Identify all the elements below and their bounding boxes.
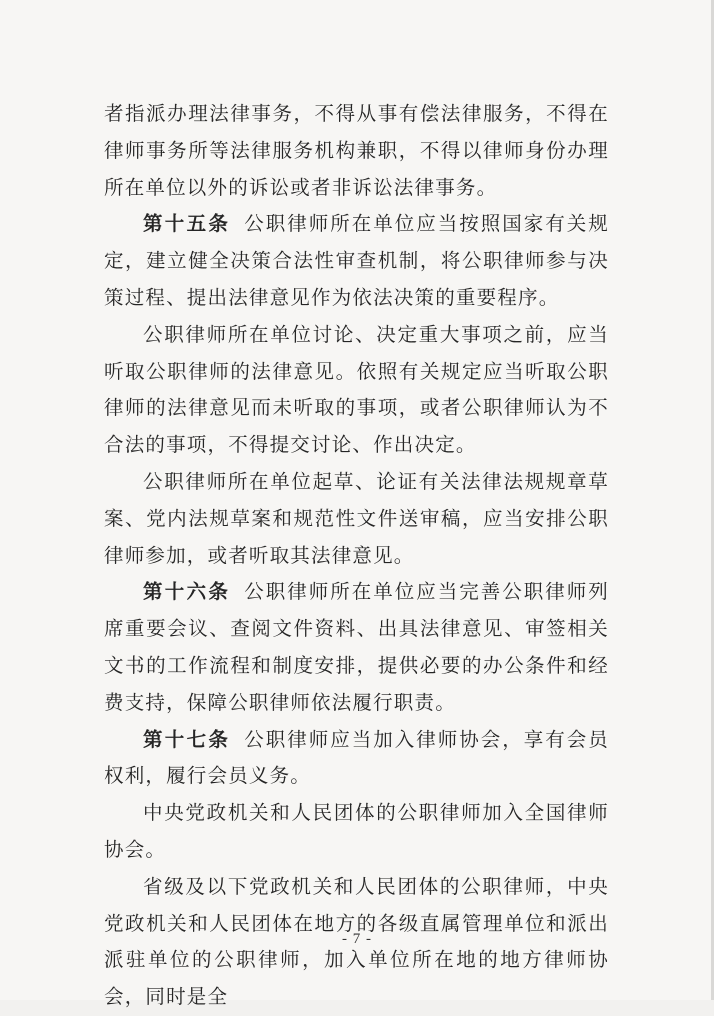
paragraph-article-17 bbox=[104, 722, 609, 796]
article-heading: 第十五条 bbox=[143, 212, 231, 236]
page-number: - 7 - bbox=[342, 931, 372, 947]
paragraph-text: 省级及以下党政机关和人民团体的公职律师，中央党政机关和人民团体在地方的各级直属管理单位和派出派驻单位的公职律师，加入单位所在地的地方律师协会，同时是全 bbox=[104, 874, 609, 1009]
paragraph-text: 公职律师所在单位讨论、决定重大事项之前，应当听取公职律师的法律意见。依照有关规定应当听取公职律师的法律意见而未听取的事项，或者公职律师认为不合法的事项，不得提交讨论、作出决定。 bbox=[104, 322, 609, 457]
paragraph-continued bbox=[104, 96, 609, 206]
document-body bbox=[104, 96, 609, 1016]
paragraph-article-16 bbox=[104, 574, 609, 721]
paragraph-text: 者指派办理法律事务，不得从事有偿法律服务，不得在律师事务所等法律服务机构兼职，不得以律师身份办理所在单位以外的诉讼或者非诉讼法律事务。 bbox=[104, 102, 609, 199]
article-heading: 第十六条 bbox=[143, 580, 231, 604]
article-heading: 第十七条 bbox=[143, 727, 231, 751]
paragraph bbox=[104, 795, 609, 869]
paragraph-text: 公职律师所在单位起草、论证有关法律法规规章草案、党内法规草案和规范性文件送审稿，应当安排公职律师参加，或者听取其法律意见。 bbox=[104, 469, 609, 567]
paragraph bbox=[104, 317, 609, 464]
paragraph-text: 公职律师应当加入律师协会，享有会员权利，履行会员义务。 bbox=[104, 727, 609, 788]
paragraph-text: 中央党政机关和人民团体的公职律师加入全国律师协会。 bbox=[104, 801, 609, 861]
paragraph-article-15 bbox=[104, 206, 609, 316]
paragraph-text: 公职律师所在单位应当按照国家有关规定，建立健全决策合法性审查机制，将公职律师参与决策过程、提出法律意见作为依法决策的重要程序。 bbox=[104, 212, 609, 309]
paragraph bbox=[104, 464, 609, 574]
paragraph-text: 公职律师所在单位应当完善公职律师列席重要会议、查阅文件资料、出具法律意见、审签相关文书的工作流程和制度安排，提供必要的办公条件和经费支持，保障公职律师依法履行职责。 bbox=[104, 580, 609, 714]
